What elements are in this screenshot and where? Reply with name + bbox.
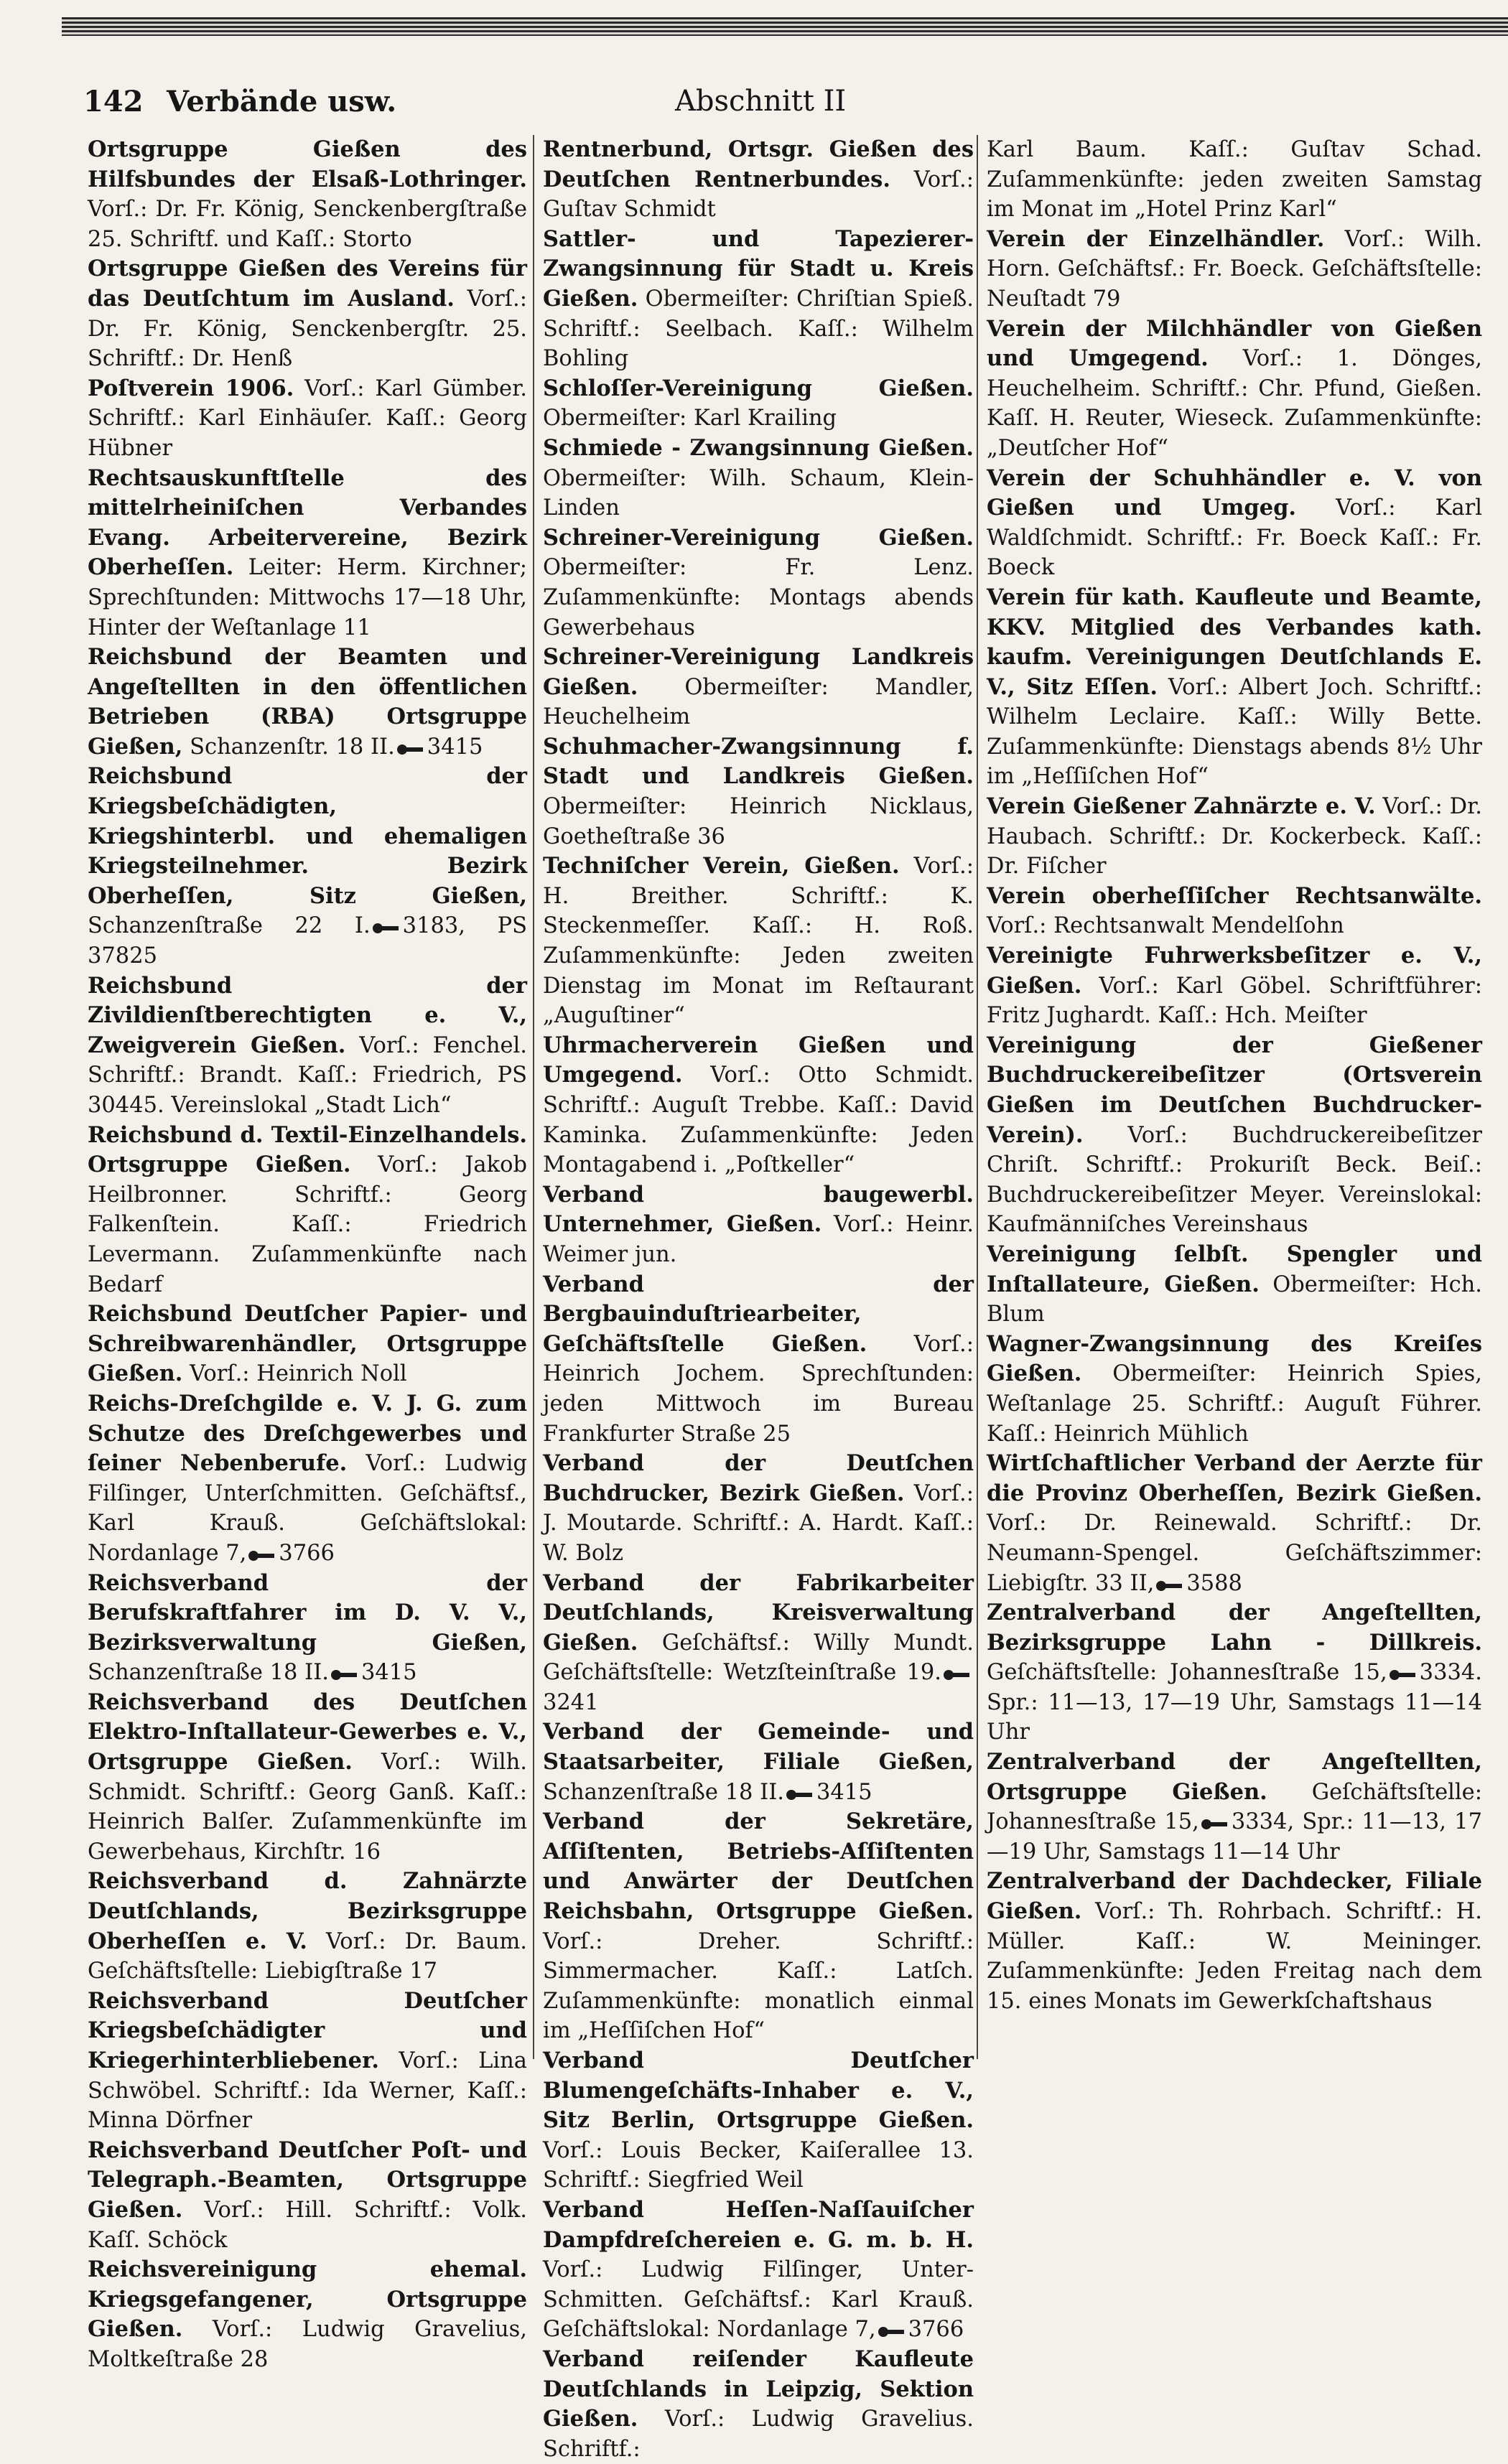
entry-details: Obermeiſter: Mandler, Heuchelheim xyxy=(543,674,974,730)
column-middle xyxy=(533,135,974,2462)
entry-details: Vorſ.: Albert Joch. Schriftf.: Wilhelm Leclaire. Kaſſ.: Willy Bette. Zuſammenkünfte: Dienstags abends 8½ Uhr im „Heſſiſchen Hof“ xyxy=(987,674,1483,790)
entry-details: Schanzenſtraße 18 II. xyxy=(543,1779,784,1805)
entry-details: Vorſ.: Karl Waldſchmidt. Schriftf.: Fr. Boeck Kaſſ.: Fr. Boeck xyxy=(987,495,1482,581)
telephone-icon xyxy=(248,1549,274,1562)
entry-name: Reichsverband der Berufskraftfahrer im D. V. V., Bezirksverwaltung Gießen, xyxy=(88,1569,527,1656)
entry-details: Vorſ.: Dr. Fr. König, Senckenbergſtraße 25. Schriftf. und Kaſſ.: Storto xyxy=(88,197,527,252)
directory-entry xyxy=(987,225,1482,314)
entry-name: Rechtsauskunftſtelle des mittelrheiniſchen Verbandes Evang. Arbeitervereine, Bezirk Oberheſſen. xyxy=(88,465,527,581)
directory-entry xyxy=(543,2046,974,2195)
directory-entry xyxy=(543,1180,974,1270)
entry-name: Verein oberheſſiſcher Rechtsanwälte. xyxy=(987,882,1482,909)
entry-name: Verband baugewerbl. Unternehmer, Gießen. xyxy=(543,1181,974,1238)
entry-name: Poſtverein 1906. xyxy=(88,375,294,401)
entry-details: Vorſ.: Buchdruckereibeſitzer Chriſt. Schriftf.: Prokuriſt Beck. Beiſ.: Buchdruckereibeſitzer Meyer. Vereinslokal: Kaufmänniſches Vereinshaus xyxy=(987,1122,1482,1238)
phone-number: 3766 xyxy=(279,1540,335,1566)
entry-details: Geſchäftsf.: Willy Mundt. Geſchäftsſtelle: Wetzſteinſtraße 19. xyxy=(543,1630,974,1686)
entry-name: Vereinigung der Gießener Buchdruckereibeſitzer (Ortsverein Gießen im Deutſchen Buchdrucker-Verein). xyxy=(987,1032,1482,1148)
directory-entry xyxy=(543,2345,974,2464)
entry-details: Vorſ.: Otto Schmidt. Schriftf.: Auguſt Trebbe. Kaſſ.: David Kaminka. Zuſammenkünfte: Jeden Montagabend i. „Poſtkeller“ xyxy=(543,1063,974,1178)
directory-entry xyxy=(88,1867,527,1986)
entry-details: Obermeiſter: Wilh. Schaum, Klein-Linden xyxy=(543,465,974,521)
entry-name: Reichsbund Deutſcher Papier- und Schreibwarenhändler, Ortsgruppe Gießen. xyxy=(88,1301,527,1387)
entry-details: Vorſ.: Wilh. Schmidt. Schriftf.: Georg Ganß. Kaſſ.: Heinrich Balſer. Zuſammenkünfte im Gewerbehaus, Kirchſtr. 16 xyxy=(88,1750,527,1865)
entry-name: Verein der Milchhändler von Gießen und Umgegend. xyxy=(987,315,1482,372)
directory-entry xyxy=(88,1299,527,1389)
entry-name: Verein Gießener Zahnärzte e. V. xyxy=(987,793,1376,820)
entry-details: Vorſ.: Karl Gümber. Schriftf.: Karl Einhäuſer. Kaſſ.: Georg Hübner xyxy=(88,375,527,461)
entry-details: Vorſ.: Heinr. Weimer jun. xyxy=(543,1212,974,1267)
directory-entry xyxy=(543,374,974,434)
directory-entry xyxy=(543,523,974,643)
entry-details: Vorſ.: J. Moutarde. Schriftf.: A. Hardt. Kaſſ.: W. Bolz xyxy=(543,1480,974,1566)
telephone-icon xyxy=(373,921,399,934)
directory-entry xyxy=(987,1240,1482,1330)
entry-name: Schreiner-Vereinigung Landkreis Gießen. xyxy=(543,644,974,700)
directory-entry xyxy=(88,1121,527,1300)
column-right xyxy=(977,135,1482,2059)
phone-number: 3334, Spr.: 11—13, 17—19 Uhr, Samstags 11—14 Uhr xyxy=(987,1809,1482,1865)
entry-details: Geſchäftsſtelle: Johannesſtraße 15, xyxy=(987,1779,1482,1835)
directory-entry xyxy=(987,583,1482,792)
directory-entry xyxy=(987,1598,1482,1747)
directory-entry xyxy=(543,643,974,732)
phone-number: 3588 xyxy=(1186,1570,1242,1596)
phone-number: 3241 xyxy=(543,1689,599,1715)
entry-details: Vorſ.: Heinrich Noll xyxy=(190,1361,407,1387)
entry-name: Schuhmacher-Zwangsinnung f. Stadt und Landkreis Gießen. xyxy=(543,733,974,790)
entry-details: Obermeiſter: Heinrich Nicklaus, Goetheſtraße 36 xyxy=(543,794,974,849)
entry-details: Vorſ.: Jakob Heilbronner. Schriftf.: Georg Falkenſtein. Kaſſ.: Friedrich Levermann. Zuſammenkünfte nach Bedarf xyxy=(88,1152,527,1297)
running-title: Verbände usw. xyxy=(167,85,397,118)
entry-details: Vorſ.: Karl Göbel. Schriftführer: Fritz Jughardt. Kaſſ.: Hch. Meiſter xyxy=(987,973,1482,1029)
directory-entry xyxy=(88,1569,527,1688)
entry-details: Vorſ.: Ludwig Gravelius. Schriftf.: xyxy=(543,2407,974,2462)
directory-entry xyxy=(88,374,527,464)
directory-entry xyxy=(987,941,1482,1031)
column-left xyxy=(88,135,528,2372)
directory-entry xyxy=(543,1807,974,2046)
directory-entry xyxy=(88,135,527,254)
entry-name: Verband Deutſcher Blumengeſchäfts-Inhaber e. V., Sitz Berlin, Ortsgruppe Gießen. xyxy=(543,2048,974,2134)
directory-entry xyxy=(543,851,974,1031)
directory-entry xyxy=(543,2195,974,2345)
entry-details: Vorſ.: Dr. Haubach. Schriftf.: Dr. Kockerbeck. Kaſſ.: Dr. Fiſcher xyxy=(987,794,1482,879)
entry-name: Sattler- und Tapezierer-Zwangsinnung für Stadt u. Kreis Gießen. xyxy=(543,225,974,312)
directory-entry xyxy=(543,1569,974,1718)
entry-details: Vorſ.: Wilh. Horn. Geſchäftsf.: Fr. Boeck. Geſchäftsſtelle: Neuſtadt 79 xyxy=(987,226,1482,312)
entry-details: Vorſ.: Guſtav Schmidt xyxy=(543,167,974,223)
directory-entry xyxy=(987,882,1482,941)
directory-entry xyxy=(88,1389,527,1569)
entry-name: Schmiede - Zwangsinnung Gießen. xyxy=(543,434,974,461)
entry-details: Vorſ.: Dr. Reinewald. Schriftf.: Dr. Neumann-Spengel. Geſchäftszimmer: Liebigſtr. 33 II, xyxy=(987,1511,1482,1596)
entry-details: Vorſ.: H. Breither. Schriftf.: K. Steckenmeſſer. Kaſſ.: H. Roß. Zuſammenkünfte: Jeden zweiten Dienstag im Monat im Reſtaurant „Auguſtiner“ xyxy=(543,854,974,1029)
entry-details: Geſchäftsſtelle: Johannesſtraße 15, xyxy=(987,1660,1387,1686)
section-title: Abschnitt II xyxy=(675,85,847,118)
entry-name: Uhrmacherverein Gießen und Umgegend. xyxy=(543,1032,974,1088)
entry-details: Obermeiſter: Hch. Blum xyxy=(987,1271,1482,1327)
directory-entry xyxy=(88,762,527,971)
entry-name: Wirtſchaftlicher Verband der Aerzte für die Provinz Oberheſſen, Bezirk Gießen. xyxy=(987,1450,1482,1506)
entry-name: Verband der Deutſchen Buchdrucker, Bezirk Gießen. xyxy=(543,1450,974,1506)
directory-entry xyxy=(88,464,527,643)
entry-name: Reichsverband Deutſcher Kriegsbeſchädigter und Kriegerhinterbliebener. xyxy=(88,1987,527,2073)
entry-details: Vorſ.: Ludwig Filſinger, Unter-Schmitten. Geſchäftsf.: Karl Krauß. Geſchäftslokal: Nordanlage 7, xyxy=(543,2257,974,2343)
entry-details: Vorſ.: Ludwig Gravelius, Moltkeſtraße 28 xyxy=(88,2317,527,2372)
directory-entry xyxy=(987,1747,1482,1867)
directory-entry xyxy=(543,225,974,374)
entry-name: Verband reiſender Kaufleute Deutſchlands in Leipzig, Sektion Gießen. xyxy=(543,2346,974,2432)
directory-entry xyxy=(88,643,527,762)
directory-entry xyxy=(88,2255,527,2374)
top-border-rule xyxy=(62,17,1508,36)
entry-details: Obermeiſter: Karl Krailing xyxy=(543,406,837,431)
page-number: 142 xyxy=(83,85,144,118)
directory-entry xyxy=(543,434,974,523)
telephone-icon xyxy=(786,1788,812,1801)
entry-details: Schanzenſtraße 18 II. xyxy=(88,1660,329,1686)
directory-entry xyxy=(88,2136,527,2255)
entry-name: Schreiner-Vereinigung Gießen. xyxy=(543,524,974,551)
entry-details: Vorſ.: Rechtsanwalt Mendelſohn xyxy=(987,913,1344,939)
entry-name: Reichsverband d. Zahnärzte Deutſchlands, Bezirksgruppe Oberheſſen e. V. xyxy=(88,1868,527,1954)
telephone-icon xyxy=(1156,1579,1182,1592)
entry-name: Schloſſer-Vereinigung Gießen. xyxy=(543,375,974,401)
entry-name: Ortsgruppe Gießen des Vereins für das Deutſchtum im Ausland. xyxy=(88,256,527,312)
entry-details: Vorſ.: Dr. Baum. Geſchäftsſtelle: Liebigſtraße 17 xyxy=(88,1928,527,1984)
entry-name: Verband der Sekretäre, Aſſiſtenten, Betriebs-Aſſiſtenten und Anwärter der Deutſchen Reichsbahn, Ortsgruppe Gießen. xyxy=(543,1809,974,1925)
phone-number: 3415 xyxy=(816,1779,872,1805)
telephone-icon xyxy=(944,1668,969,1681)
directory-entry xyxy=(987,1867,1482,2016)
entry-name: Wagner-Zwangsinnung des Kreiſes Gießen. xyxy=(987,1330,1482,1387)
telephone-icon xyxy=(1390,1668,1415,1681)
telephone-icon xyxy=(331,1668,357,1681)
entry-name: Zentralverband der Angeſtellten, Ortsgruppe Gießen. xyxy=(987,1749,1482,1805)
directory-entry xyxy=(987,135,1482,225)
entry-details: Schanzenſtr. 18 II. xyxy=(190,734,395,760)
directory-entry xyxy=(88,1987,527,2136)
telephone-icon xyxy=(878,2325,904,2338)
entry-details: Vorſ.: Dr. Fr. König, Senckenbergſtr. 25. Schriftf.: Dr. Henß xyxy=(88,286,527,372)
phone-number: 3766 xyxy=(908,2317,964,2343)
directory-entry xyxy=(543,1270,974,1450)
entry-details: Vorſ.: Heinrich Jochem. Sprechſtunden: jeden Mittwoch im Bureau Frankfurter Straße 25 xyxy=(543,1331,974,1447)
entry-name: Ortsgruppe Gießen des Hilfsbundes der Elsaß-Lothringer. xyxy=(88,136,527,192)
entry-name: Reichsbund der Zivildienſtberechtigten e. V., Zweigverein Gießen. xyxy=(88,972,527,1058)
entry-name: Reichsbund der Beamten und Angeſtellten in den öffentlichen Betrieben (RBA) Ortsgruppe Gießen, xyxy=(88,644,527,760)
phone-number: 3334. Spr.: 11—13, 17—19 Uhr, Samstags 11—14 Uhr xyxy=(987,1660,1482,1745)
entry-name: Reichsbund der Kriegsbeſchädigten, Kriegshinterbl. und ehemaligen Kriegsteilnehmer. Bezirk Oberheſſen, Sitz Gießen, xyxy=(88,763,527,909)
entry-details: Vorſ.: Lina Schwöbel. Schriftf.: Ida Werner, Kaſſ.: Minna Dörfner xyxy=(88,2048,527,2134)
entry-name: Vereinigung ſelbſt. Spengler und Inſtallateure, Gießen. xyxy=(987,1241,1482,1297)
entry-details: Leiter: Herm. Kirchner; Sprechſtunden: Mittwochs 17—18 Uhr, Hinter der Weſtanlage 11 xyxy=(88,555,527,640)
entry-details: Vorſ.: Ludwig Filſinger, Unterſchmitten. Geſchäftsf., Karl Krauß. Geſchäftslokal: Nordanlage 7, xyxy=(88,1451,527,1566)
directory-entry xyxy=(88,971,527,1121)
entry-details: Obermeiſter: Fr. Lenz. Zuſammenkünfte: Montags abends Gewerbehaus xyxy=(543,555,974,640)
entry-details: Vorſ.: Hill. Schriftf.: Volk. Kaſſ. Schöck xyxy=(88,2197,528,2253)
directory-entry xyxy=(88,254,527,373)
phone-number: 3415 xyxy=(427,734,483,760)
entry-details: Vorſ.: Louis Becker, Kaiſerallee 13. Schriftf.: Siegfried Weil xyxy=(543,2137,974,2193)
entry-name: Vereinigte Fuhrwerksbeſitzer e. V., Gießen. xyxy=(987,943,1482,999)
entry-name: Reichsvereinigung ehemal. Kriegsgefangener, Ortsgruppe Gießen. xyxy=(88,2257,527,2343)
entry-name: Zentralverband der Angeſtellten, Bezirksgruppe Lahn - Dillkreis. xyxy=(987,1600,1482,1656)
entry-name: Verband der Gemeinde- und Staatsarbeiter, Filiale Gießen, xyxy=(543,1719,974,1775)
entry-details: Vorſ.: Th. Rohrbach. Schriftf.: H. Müller. Kaſſ.: W. Meininger. Zuſammenkünfte: Jeden Freitag nach dem 15. eines Monats im Gewerkſchaftshaus xyxy=(987,1899,1482,2014)
directory-entry xyxy=(987,314,1482,464)
entry-details: Karl Baum. Kaſſ.: Guſtav Schad. Zuſammenkünfte: jeden zweiten Samstag im Monat im „Hotel Prinz Karl“ xyxy=(987,137,1482,223)
entry-name: Verein der Einzelhändler. xyxy=(987,225,1325,252)
entry-details: Obermeiſter: Chriſtian Spieß. Schriftf.: Seelbach. Kaſſ.: Wilhelm Bohling xyxy=(543,286,974,372)
entry-name: Rentnerbund, Ortsgr. Gießen des Deutſchen Rentnerbundes. xyxy=(543,136,974,192)
directory-entry xyxy=(987,464,1482,583)
directory-entry xyxy=(543,1449,974,1568)
entry-details: Obermeiſter: Heinrich Spies, Weſtanlage 25. Schriftf.: Auguſt Führer. Kaſſ.: Heinrich Mühlich xyxy=(987,1361,1482,1447)
entry-details: Vorſ.: Fenchel. Schriftf.: Brandt. Kaſſ.: Friedrich, PS 30445. Vereinslokal „Stadt Lich“ xyxy=(88,1032,527,1118)
entry-name: Verband der Fabrikarbeiter Deutſchlands, Kreisverwaltung Gießen. xyxy=(543,1569,974,1656)
entry-name: Zentralverband der Dachdecker, Filiale Gießen. xyxy=(987,1868,1482,1925)
entry-name: Reichsverband Deutſcher Poſt- und Telegraph.-Beamten, Ortsgruppe Gießen. xyxy=(88,2137,527,2223)
page-header xyxy=(78,79,1445,125)
telephone-icon xyxy=(397,742,423,755)
entry-details: Vorſ.: 1. Dönges, Heuchelheim. Schriftf.: Chr. Pfund, Gießen. Kaſſ. H. Reuter, Wieseck. Zuſammenkünfte: „Deutſcher Hof“ xyxy=(987,346,1482,461)
directory-entry xyxy=(543,732,974,851)
entry-name: Reichs-Dreſchgilde e. V. J. G. zum Schutze des Dreſchgewerbes und ſeiner Nebenberufe. xyxy=(88,1390,527,1477)
entry-name: Verband Heſſen-Naſſauiſcher Dampfdreſchereien e. G. m. b. H. xyxy=(543,2196,974,2253)
directory-entry xyxy=(987,1449,1482,1598)
directory-entry xyxy=(88,1688,527,1867)
entry-name: Reichsverband des Deutſchen Elektro-Inſtallateur-Gewerbes e. V., Ortsgruppe Gießen. xyxy=(88,1689,527,1775)
entry-details: Schanzenſtraße 22 I. xyxy=(88,913,371,939)
phone-number: 3183, PS 37825 xyxy=(88,913,527,969)
directory-entry xyxy=(987,792,1482,882)
directory-entry xyxy=(543,1031,974,1180)
entry-name: Techniſcher Verein, Gießen. xyxy=(543,853,900,879)
directory-entry xyxy=(987,1330,1482,1449)
telephone-icon xyxy=(1201,1817,1227,1830)
entry-details: Vorſ.: Dreher. Schriftf.: Simmermacher. Kaſſ.: Latſch. Zuſammenkünfte: monatlich einmal im „Heſſiſchen Hof“ xyxy=(543,1928,974,2044)
entry-name: Reichsbund d. Textil-Einzelhandels. Ortsgruppe Gießen. xyxy=(88,1121,527,1178)
phone-number: 3415 xyxy=(360,1660,417,1686)
directory-entry xyxy=(543,1717,974,1807)
entry-name: Verein für kath. Kaufleute und Beamte, KKV. Mitglied des Verbandes kath. kaufm. Vereinigungen Deutſchlands E. V., Sitz Eſſen. xyxy=(987,584,1482,700)
entry-name: Verein der Schuhhändler e. V. von Gießen und Umgeg. xyxy=(987,465,1482,521)
entry-name: Verband der Bergbauinduſtriearbeiter, Geſchäftsſtelle Gießen. xyxy=(543,1271,974,1357)
directory-entry xyxy=(543,135,974,225)
directory-entry xyxy=(987,1031,1482,1240)
